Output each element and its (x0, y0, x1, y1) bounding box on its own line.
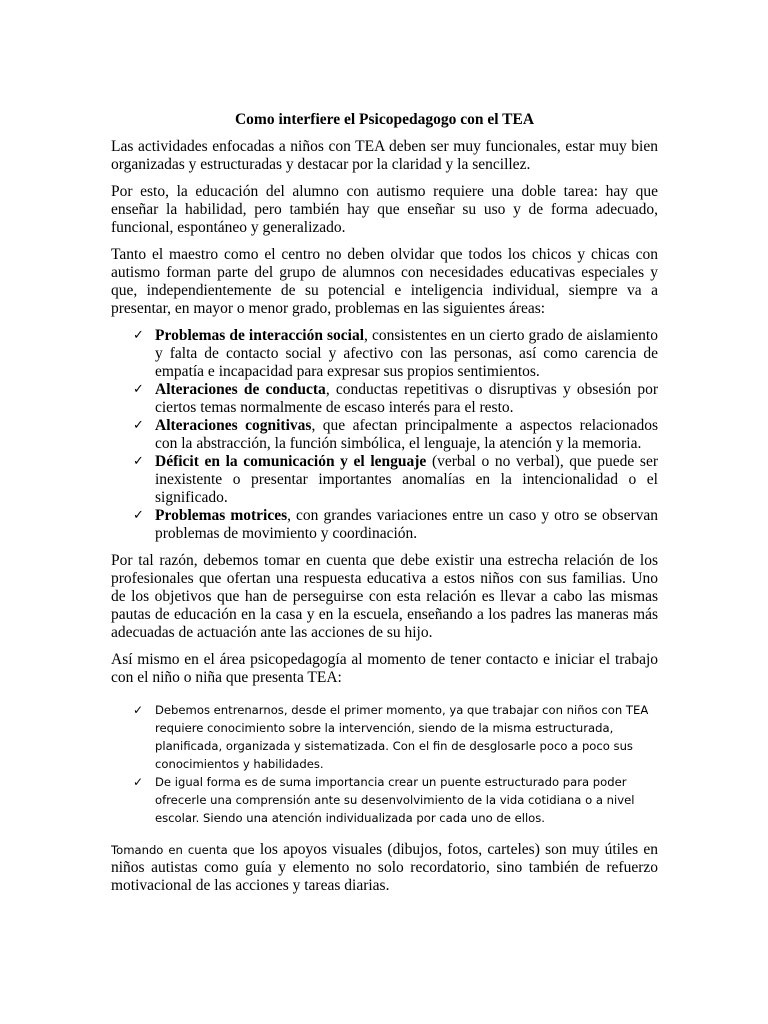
list-item (111, 507, 658, 543)
area-term: Alteraciones cognitivas (155, 417, 312, 434)
paragraph-visual-supports (111, 841, 658, 895)
document-title: Como interfiere el Psicopedagogo con el TEA (234, 111, 535, 128)
list-item (111, 701, 658, 773)
document-body (111, 111, 658, 904)
list-item (111, 381, 658, 417)
check-mark-icon: ✓ (133, 775, 144, 789)
list-item (111, 453, 658, 507)
paragraph-special-needs: Tanto el maestro como el centro no deben olvidar que todos los chicos y chicas con autismo forman parte del grupo de alumnos con necesidades educativas especiales y que, independientemente de su potencial e inteligencia individual, siempre va a presentar, en mayor o menor grado, problemas en las siguientes áreas: (111, 246, 658, 317)
paragraph-rest: los apoyos visuales (dibujos, fotos, carteles) son muy útiles en niños autistas como guía y elemento no solo recordatorio, sino también de refuerzo motivacional de las acciones y tareas diarias. (111, 841, 658, 894)
area-description: , con grandes variaciones entre un caso y otro se observan problemas de movimiento y coordinación. (155, 507, 658, 542)
action-text: Debemos entrenarnos, desde el primer momento, ya que trabajar con niños con TEA requiere conocimiento sobre la intervención, siendo de la misma estructurada, planificada, organizada y sistematizada. Con el fin de desglosarle poco a poco sus conocimientos y habilidades. (155, 703, 649, 771)
problem-areas-list (111, 327, 658, 543)
paragraph-double-task: Por esto, la educación del alumno con autismo requiere una doble tarea: hay que enseñar la habilidad, pero también hay que enseñar su uso y de forma adecuado, funcional, espontáneo y generalizado. (111, 183, 658, 236)
area-term: Alteraciones de conducta (155, 381, 326, 398)
paragraph-psychopedagogy: Así mismo en el área psicopedagogía al momento de tener contacto e iniciar el trabajo con el niño o niña que presenta TEA: (111, 651, 658, 686)
paragraph-family-relation: Por tal razón, debemos tomar en cuenta que debe existir una estrecha relación de los profesionales que ofertan una respuesta educativa a estos niños con sus familias. Uno de los objetivos que han de perseguirse con esta relación es llevar a cabo las mismas pautas de educación en la casa y en la escuela, enseñando a los padres las maneras más adecuadas de actuación ante las acciones de su hijo. (111, 552, 658, 641)
area-description: , que afectan principalmente a aspectos relacionados con la abstracción, la función simbólica, el lenguaje, la atención y la memoria. (155, 417, 658, 452)
area-description: (verbal o no verbal), que puede ser inexistente o presentar importantes anomalías en la intencionalidad o el significado. (155, 453, 659, 506)
action-text: De igual forma es de suma importancia crear un puente estructurado para poder ofrecerle una comprensión ante su desenvolvimiento de la vida cotidiana o a nivel escolar. Siendo una atención individualizada por cada uno de ellos. (155, 775, 635, 825)
area-description: , conductas repetitivas o disruptivas y obsesión por ciertos temas normalmente de escaso interés para el resto. (155, 381, 658, 416)
actions-list (111, 701, 658, 827)
check-mark-icon: ✓ (133, 454, 144, 469)
check-mark-icon: ✓ (133, 382, 144, 397)
area-term: Problemas de interacción social (155, 327, 365, 344)
area-description: , consistentes en un cierto grado de aislamiento y falta de contacto social y afectivo con las personas, así como carencia de empatía e incapacidad para expresar sus propios sentimientos. (155, 327, 658, 380)
area-term: Déficit en la comunicación y el lenguaje (155, 453, 427, 470)
list-item (111, 417, 658, 453)
area-term: Problemas motrices (155, 507, 288, 524)
check-mark-icon: ✓ (133, 328, 144, 343)
list-item (111, 327, 658, 381)
paragraph-lead: Tomando en cuenta que (111, 843, 255, 857)
check-mark-icon: ✓ (133, 508, 144, 523)
check-mark-icon: ✓ (133, 703, 144, 717)
check-mark-icon: ✓ (133, 418, 144, 433)
list-item (111, 773, 658, 827)
paragraph-intro: Las actividades enfocadas a niños con TEA deben ser muy funcionales, estar muy bien organizadas y estructuradas y destacar por la claridad y la sencillez. (111, 138, 658, 173)
